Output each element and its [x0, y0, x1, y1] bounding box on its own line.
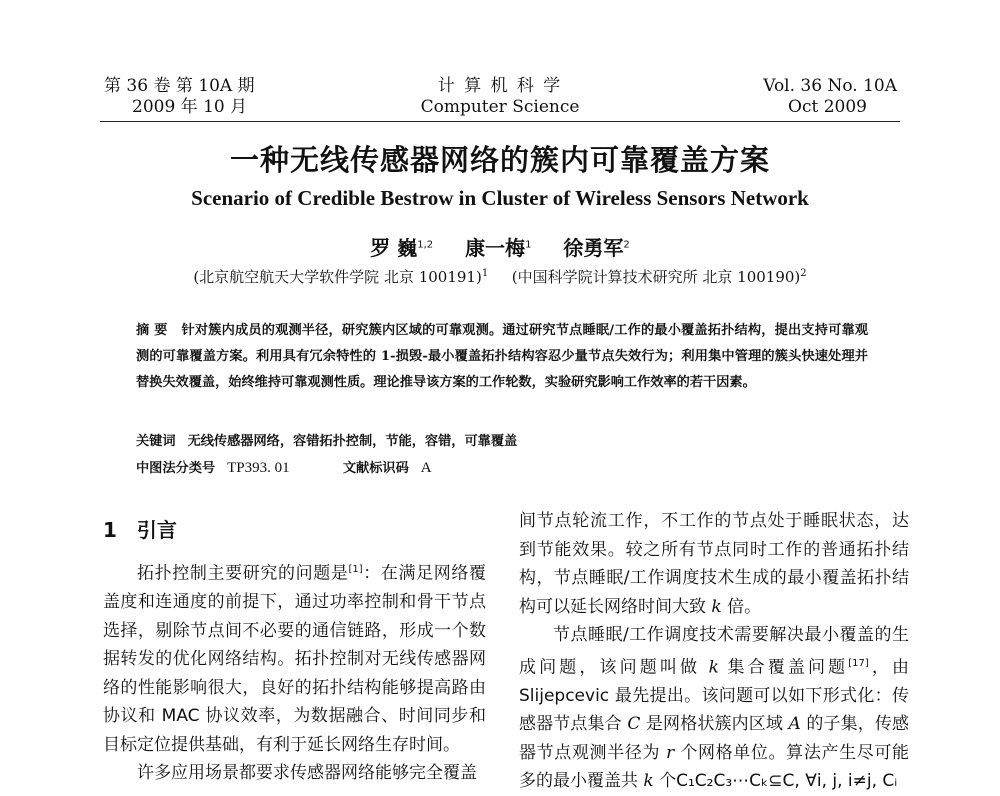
- paragraph: 许多应用场景都要求传感器网络能够完全覆盖: [137, 763, 477, 784]
- affiliations: [0, 266, 1000, 287]
- doc-code-label: 文献标识码: [342, 461, 409, 476]
- journal-date: 2009 年 10 月: [132, 97, 248, 117]
- math-var: k: [643, 771, 654, 792]
- text-run: 的子集，传感器节点观测半径为: [519, 714, 910, 763]
- paper-title-cn: 一种无线传感器网络的簇内可靠覆盖方案: [229, 143, 770, 177]
- text-run: ：在满足网络覆盖度和连通度的前提下，通过功率控制和骨干节点选择，剔除节点间不必要的通信链路，形成一个数据转发的优化网络结构。拓扑控制对无线传感器网络的性能影响很大，良好的拓扑结构能够提高路由协议和 MAC 协议效率，为数据融合、时间同步和目标定位提供基础，有利于延长网络生存时间。: [103, 563, 487, 755]
- author-list: [0, 232, 1000, 261]
- math-var: A: [788, 714, 801, 735]
- abstract-text: 针对簇内成员的观测半径，研究簇内区域的可靠观测。通过研究节点睡眠/工作的最小覆盖拓扑结构，提出支持可靠观测的可靠覆盖方案。利用具有冗余特性的 1-损毁-最小覆盖拓扑结构容忍少量节点失效行为；利用集中管理的簇头快速处理并替换失效覆盖，始终维持可靠观测性质。理论推导该方案的工作轮数，实验研究影响工作效率的若干因素。: [136, 323, 869, 390]
- math-var: r: [666, 742, 675, 763]
- paper-title-en: Scenario of Credible Bestrow in Cluster of Wireless Sensors Network: [191, 186, 809, 210]
- author-affil-sup: 1: [525, 239, 532, 251]
- text-run: 集合覆盖问题: [727, 657, 849, 678]
- text-run: 是网格状簇内区域: [645, 714, 783, 735]
- paragraph: [519, 507, 909, 621]
- left-column: [103, 556, 486, 788]
- author-name: 康一梅: [465, 236, 526, 260]
- right-column: [519, 507, 909, 796]
- keywords-label: 关键词: [136, 434, 176, 449]
- author-name: 罗 巍: [370, 236, 418, 260]
- classification: [136, 457, 432, 477]
- classification-label: 中图法分类号: [136, 461, 216, 476]
- text-run: 节点睡眠/工作调度技术需要解决最小覆盖的生成问题，该问题叫做: [519, 625, 909, 678]
- math-var: k: [708, 657, 719, 678]
- paragraph: [103, 556, 486, 759]
- keywords: [136, 430, 517, 449]
- keywords-text: 无线传感器网络，容错拓扑控制，节能，容错，可靠覆盖: [187, 434, 518, 449]
- author-name: 徐勇军: [563, 236, 624, 260]
- affiliation: (北京航空航天大学软件学院 北京 100191): [193, 268, 482, 286]
- affiliation-sup: 1: [481, 268, 489, 279]
- paragraph: [519, 621, 909, 796]
- section-title: 引言: [136, 518, 177, 542]
- abstract: [136, 318, 868, 396]
- journal-vol-en: Vol. 36 No. 10A: [763, 76, 897, 96]
- author-affil-sup: 2: [623, 239, 630, 251]
- journal-name-en: Computer Science: [420, 97, 580, 117]
- text-run: 间节点轮流工作，不工作的节点处于睡眠状态，达到节能效果。较之所有节点同时工作的普通拓扑结构，节点睡眠/工作调度技术生成的最小覆盖拓扑结构可以延长网络时间大致: [519, 511, 909, 617]
- section-heading: [103, 514, 177, 543]
- section-number: 1: [103, 518, 117, 542]
- math-var: C: [627, 714, 641, 735]
- affiliation: (中国科学院计算技术研究所 北京 100190): [511, 268, 801, 286]
- math-var: k: [711, 596, 722, 617]
- journal-name-cn: 计 算 机 科 学: [437, 76, 563, 96]
- journal-volume-issue: 第 36 卷 第 10A 期: [104, 76, 255, 96]
- affiliation-sup: 2: [800, 268, 807, 279]
- text-run: 个C₁C₂C₃⋯Cₖ⊆C, ∀i, j, i≠j, Cᵢ: [659, 771, 898, 792]
- doc-code-value: A: [420, 460, 432, 476]
- citation: [17]: [848, 657, 869, 669]
- author-affil-sup: 1,2: [417, 239, 434, 251]
- text-run: 个网格单位。算法产生尽可能多的最小覆盖共: [519, 742, 910, 792]
- abstract-label: 摘 要: [136, 323, 168, 338]
- citation: [1]: [348, 564, 363, 575]
- header-rule: [100, 121, 900, 122]
- text-run: ，由 Slijepcevic 最先提出。该问题可以如下形式化：传感器节点集合: [519, 657, 910, 735]
- text-run: 倍。: [727, 596, 762, 617]
- classification-value: TP393. 01: [227, 460, 290, 476]
- journal-date-en: Oct 2009: [788, 97, 867, 117]
- text-run: 拓扑控制主要研究的问题是: [137, 563, 349, 584]
